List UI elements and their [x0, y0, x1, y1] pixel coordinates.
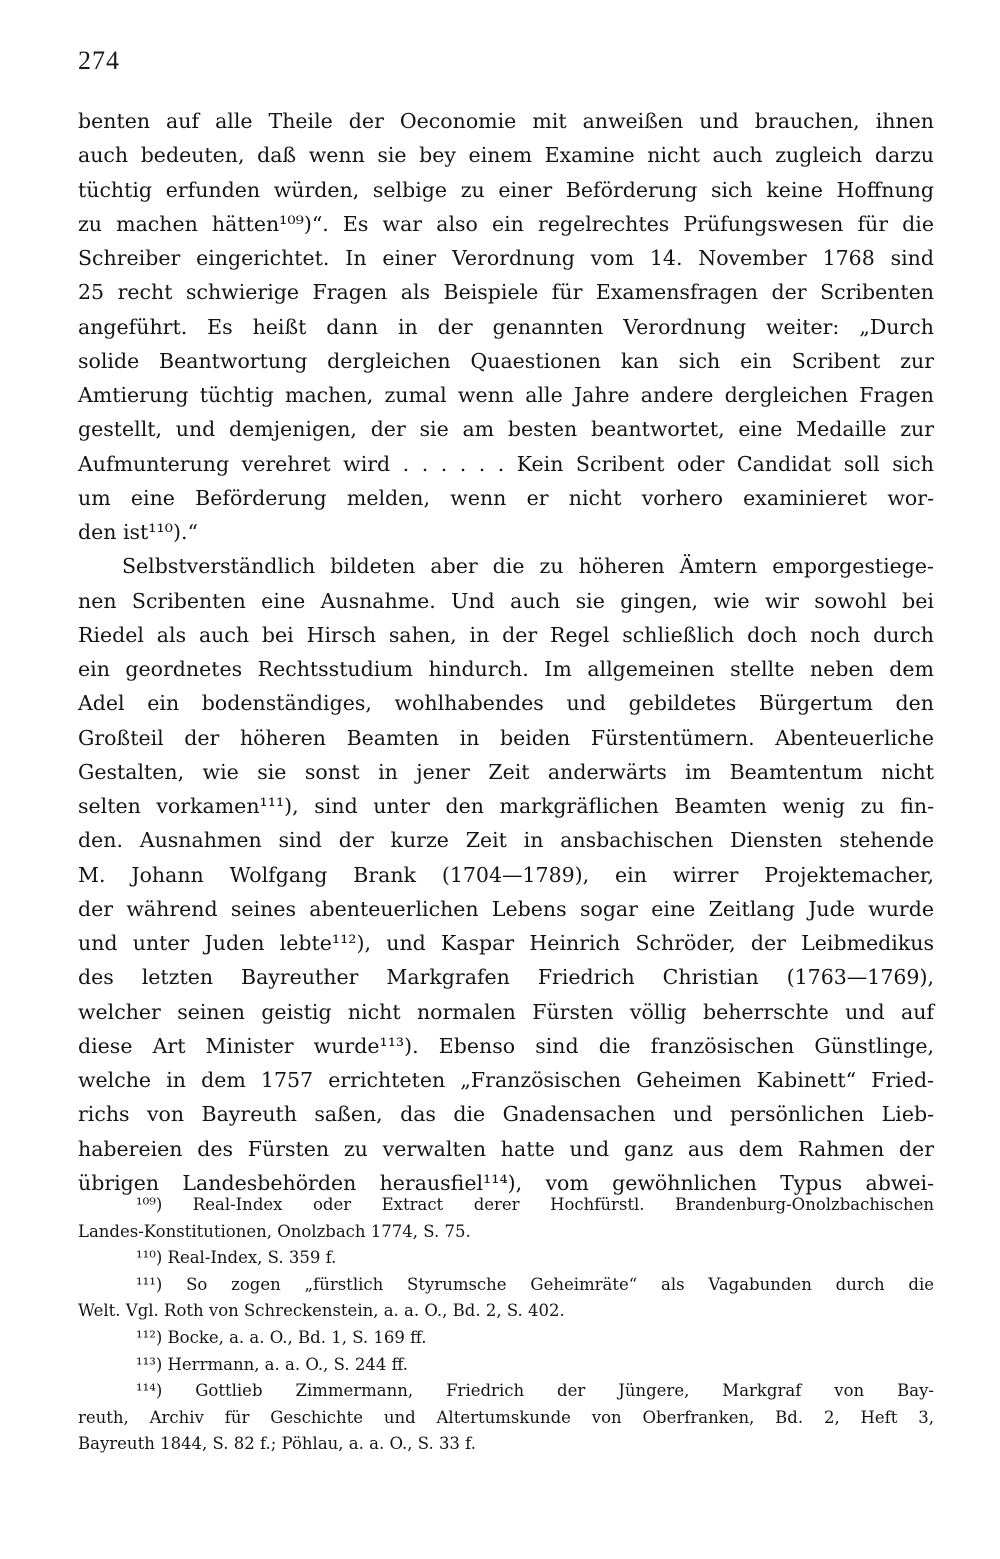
text-line: den. Ausnahmen sind der kurze Zeit in ansbachischen Diensten stehende [78, 828, 934, 853]
text-line: Schreiber eingerichtet. In einer Verordnung vom 14. November 1768 sind [78, 246, 934, 270]
text-line: Gestalten, wie sie sonst in jener Zeit anderwärts im Beamtentum nicht [78, 759, 934, 784]
text-line: gestellt, und demjenigen, der sie am besten beantwortet, eine Medaille zur [78, 417, 934, 442]
text-line: tüchtig erfunden würden, selbige zu einer Beförderung sich keine Hoffnung [78, 177, 934, 202]
text-line: Adel ein bodenständiges, wohlhabendes und gebildetes Bürgertum den [78, 691, 934, 716]
text-line: welcher seinen geistig nicht normalen Fürsten völlig beherrschte und auf [78, 999, 934, 1024]
text-line: nen Scribenten eine Ausnahme. Und auch sie gingen, wie wir sowohl bei [78, 588, 934, 613]
page-number: 274 [78, 46, 120, 75]
text-line: des letzten Bayreuther Markgrafen Friedrich Christian (1763—1769), [78, 965, 934, 990]
text-line: solide Beantwortung dergleichen Quaestionen kan sich ein Scribent zur [78, 348, 934, 373]
footnote-109: ¹⁰⁹) Real-Index oder Extract derer Hochfürstl. Brandenburg-Onolzbachischen [136, 1195, 934, 1214]
footnote-line: Bayreuth 1844, S. 82 f.; Pöhlau, a. a. O., S. 33 f. [78, 1434, 476, 1454]
text-line: richs von Bayreuth saßen, das die Gnadensachen und persönlichen Lieb- [78, 1102, 934, 1127]
text-line: selten vorkamen¹¹¹), sind unter den markgräflichen Beamten wenig zu fin- [78, 794, 934, 818]
paragraph-end-line: den ist¹¹⁰).“ [78, 520, 198, 544]
text-line: Aufmunterung verehret wird . . . . . . Kein Scribent oder Candidat soll sich [78, 451, 934, 476]
text-line: Großteil der höheren Beamten in beiden Fürstentümern. Abenteuerliche [78, 725, 934, 750]
text-line: ein geordnetes Rechtsstudium hindurch. Im allgemeinen stellte neben dem [78, 657, 934, 681]
text-line: zu machen hätten¹⁰⁹)“. Es war also ein regelrechtes Prüfungswesen für die [78, 211, 934, 236]
text-line: um eine Beförderung melden, wenn er nicht vorhero examinieret wor- [78, 485, 934, 510]
text-line: auch bedeuten, daß wenn sie bey einem Examine nicht auch zugleich darzu [78, 143, 934, 168]
text-line: übrigen Landesbehörden herausfiel¹¹⁴), vom gewöhnlichen Typus abwei- [78, 1170, 934, 1195]
text-line: der während seines abenteuerlichen Lebens sogar eine Zeitlang Jude wurde [78, 896, 934, 921]
paragraph-start-line: Selbstverständlich bildeten aber die zu höheren Ämtern emporgestiege- [122, 554, 934, 579]
footnote-line: Welt. Vgl. Roth von Schreckenstein, a. a. O., Bd. 2, S. 402. [78, 1301, 565, 1321]
footnote-114: ¹¹⁴) Gottlieb Zimmermann, Friedrich der Jüngere, Markgraf von Bay- [136, 1381, 934, 1401]
text-line: benten auf alle Theile der Oeconomie mit anweißen und brauchen, ihnen [78, 109, 934, 133]
footnote-112: ¹¹²) Bocke, a. a. O., Bd. 1, S. 169 ff. [136, 1327, 427, 1347]
text-line: und unter Juden lebte¹¹²), und Kaspar Heinrich Schröder, der Leibmedikus [78, 931, 934, 955]
footnote-111: ¹¹¹) So zogen „fürstlich Styrumsche Geheimräte“ als Vagabunden durch die [136, 1274, 934, 1294]
text-line: 25 recht schwierige Fragen als Beispiele für Examensfragen der Scribenten [78, 280, 934, 305]
footnotes [78, 1192, 934, 1458]
text-line: M. Johann Wolfgang Brank (1704—1789), ein wirrer Projektemacher, [78, 862, 934, 887]
text-line: Amtierung tüchtig machen, zumal wenn alle Jahre andere dergleichen Fragen [78, 383, 934, 407]
footnote-line: reuth, Archiv für Geschichte und Altertumskunde von Oberfranken, Bd. 2, Heft 3, [78, 1407, 934, 1427]
text-line: diese Art Minister wurde¹¹³). Ebenso sind die französischen Günstlinge, [78, 1033, 934, 1058]
footnote-line: Landes-Konstitutionen, Onolzbach 1774, S. 75. [78, 1221, 471, 1241]
text-line: Riedel als auch bei Hirsch sahen, in der Regel schließlich doch noch durch [78, 622, 934, 647]
text-line: habereien des Fürsten zu verwalten hatte und ganz aus dem Rahmen der [78, 1136, 934, 1161]
body-text [78, 104, 934, 1200]
text-line: welche in dem 1757 errichteten „Französischen Geheimen Kabinett“ Fried- [78, 1068, 934, 1092]
text-line: angeführt. Es heißt dann in der genannten Verordnung weiter: „Durch [78, 314, 934, 339]
footnote-113: ¹¹³) Herrmann, a. a. O., S. 244 ff. [136, 1354, 408, 1374]
footnote-110: ¹¹⁰) Real-Index, S. 359 f. [136, 1248, 337, 1268]
